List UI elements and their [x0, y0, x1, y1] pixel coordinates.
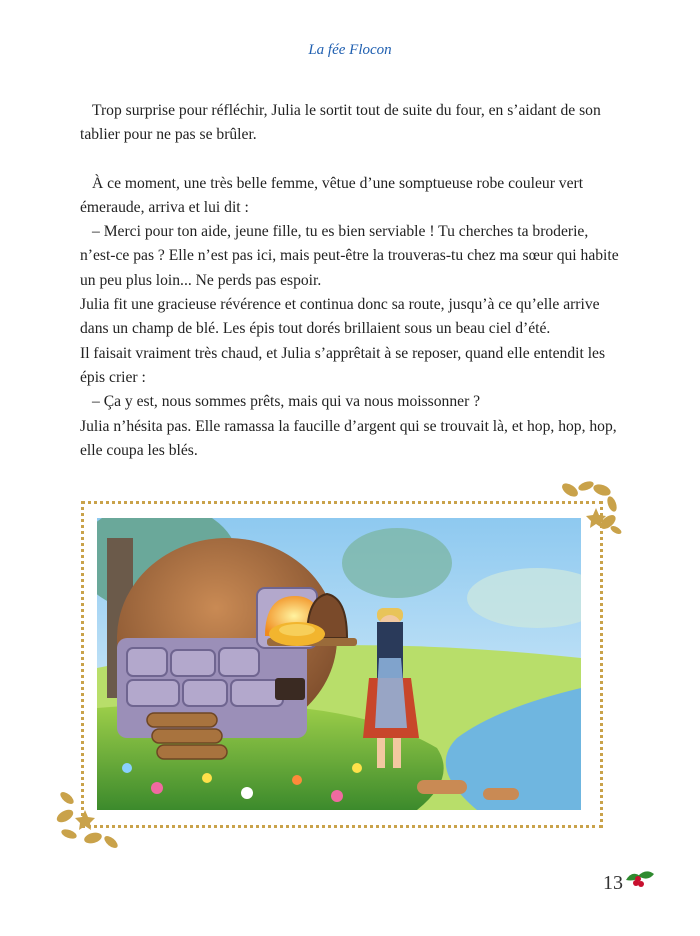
paragraph: Trop surprise pour réfléchir, Julia le sortit tout de suite du four, en s’aidant de son tablier pour ne pas se brûler. — [80, 102, 601, 144]
paragraph: Julia fit une gracieuse révérence et continua donc sa route, jusqu’à ce qu’elle arrive dans un champ de blé. Les épis tout dorés brillaient sous un beau ciel d’été. — [80, 296, 600, 338]
page-number: 13 — [603, 872, 623, 894]
holly-icon — [622, 866, 656, 890]
illustration — [97, 518, 581, 810]
paragraph: Julia n’hésita pas. Elle ramassa la faucille d’argent qui se trouvait là, et hop, hop, hop, elle coupa les blés. — [80, 417, 617, 459]
paragraph: Il faisait vraiment très chaud, et Julia s’apprêtait à se reposer, quand elle entendit les épis crier : — [80, 344, 606, 386]
running-header: La fée Flocon — [308, 42, 392, 58]
paragraph: À ce moment, une très belle femme, vêtue d’une somptueuse robe couleur vert émeraude, arriva et lui dit : — [80, 174, 584, 216]
body-text — [80, 99, 620, 463]
dialogue-paragraph: – Ça y est, nous sommes prêts, mais qui va nous moissonner ? — [92, 393, 481, 411]
dialogue-paragraph: – Merci pour ton aide, jeune fille, tu es bien serviable ! Tu cherches ta broderie, n’est-ce pas ? Elle n’est pas ici, mais peut-être la trouveras-tu chez ma sœur qui habite un peu plus loin... Ne perds pas espoir. — [80, 223, 619, 289]
